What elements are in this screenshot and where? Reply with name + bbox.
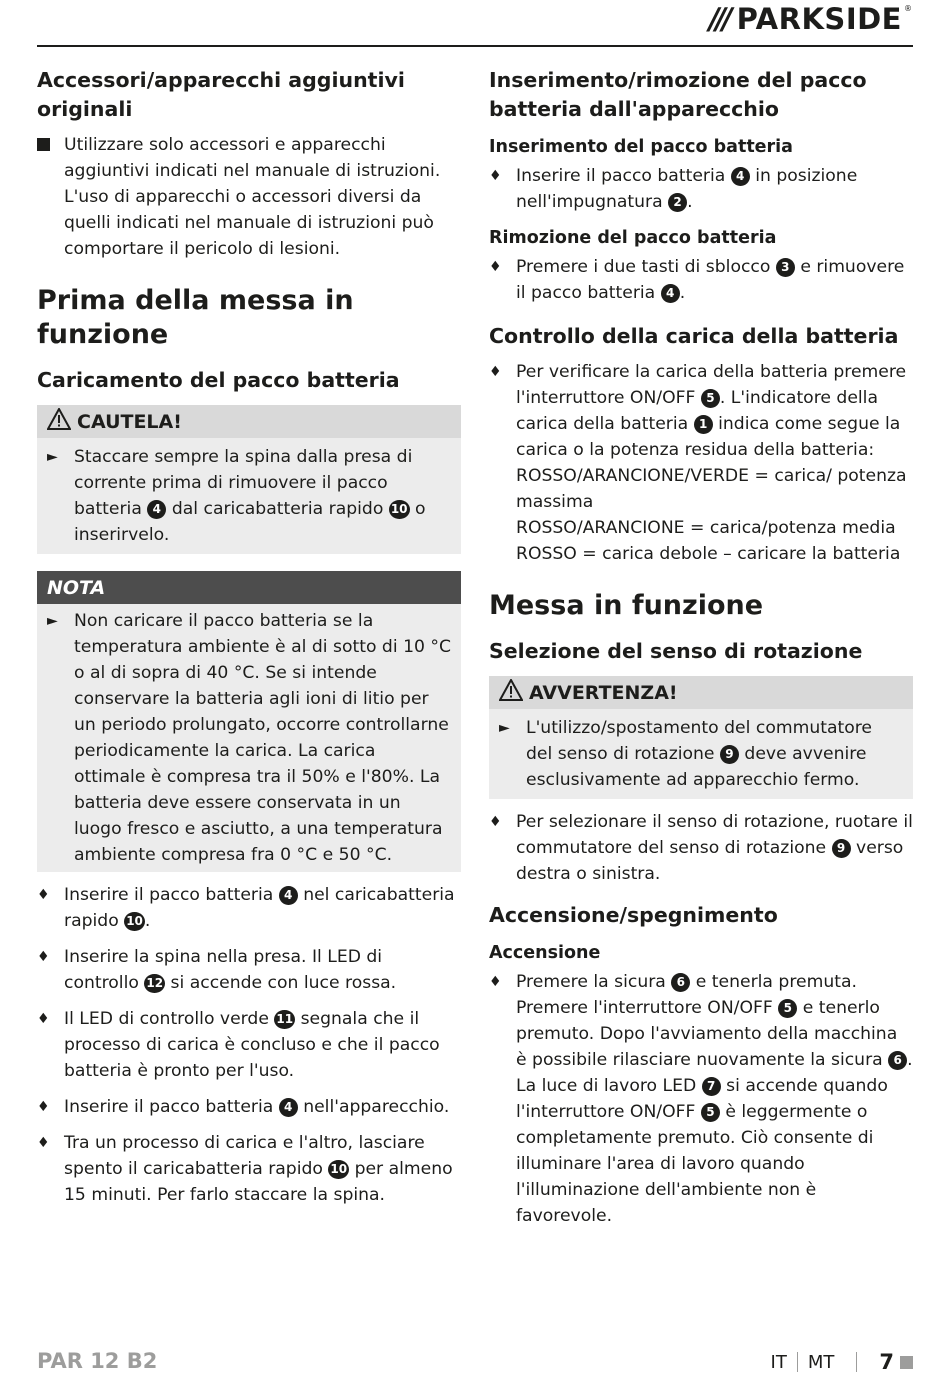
component-number-badge: 5 xyxy=(701,389,720,408)
accessori-warning: L'uso di apparecchi o accessori diversi da quelli indicati nel manuale di istruzioni può comportare il pericolo di lesioni. xyxy=(64,187,434,259)
subheading-inserimento: Inserimento del pacco batteria xyxy=(489,137,793,157)
component-number-badge: 6 xyxy=(888,1051,907,1070)
footer-separator xyxy=(856,1352,857,1372)
footer-separator xyxy=(797,1352,798,1372)
list-item: ♦ Inserire la spina nella presa. Il LED di controllo 12 si accende con luce rossa. xyxy=(37,944,461,996)
left-column xyxy=(37,66,461,1208)
diamond-bullet-icon: ♦ xyxy=(489,974,502,990)
charge-level-low: ROSSO = carica debole – caricare la batteria xyxy=(516,544,901,564)
cautela-box xyxy=(37,405,461,554)
logo-slashes: /// xyxy=(708,2,729,36)
page-square-icon xyxy=(900,1356,913,1369)
subheading-accensione: Accensione xyxy=(489,943,601,963)
avvertenza-body xyxy=(489,709,913,799)
nota-box xyxy=(37,571,461,872)
component-number-badge: 4 xyxy=(661,284,680,303)
page-number: 7 xyxy=(879,1350,894,1374)
nota-header: NOTA xyxy=(37,571,461,604)
list-item: ♦ Inserire il pacco batteria 4 nell'apparecchio. xyxy=(37,1094,461,1120)
list-item xyxy=(47,608,451,868)
list-item: ♦ Premere i due tasti di sblocco 3 e rimuovere il pacco batteria 4 . xyxy=(489,254,913,306)
component-number-badge: 2 xyxy=(668,193,687,212)
list-item: ♦ Per selezionare il senso di rotazione, ruotare il commutatore del senso di rotazione 9 verso destra o sinistra. xyxy=(489,809,913,887)
language-code: IT xyxy=(770,1351,787,1373)
component-number-badge: 4 xyxy=(731,167,750,186)
heading-accessori: Accessori/apparecchi aggiuntivi originali xyxy=(37,68,405,121)
charge-level-medium: ROSSO/ARANCIONE = carica/potenza media xyxy=(516,518,896,538)
heading-messa: Messa in funzione xyxy=(489,590,764,621)
heading-selezione: Selezione del senso di rotazione xyxy=(489,639,863,663)
arrow-bullet-icon: ► xyxy=(47,613,58,629)
diamond-bullet-icon: ♦ xyxy=(37,1099,50,1115)
list-item: ♦ Per verificare la carica della batteria premere l'interruttore ON/OFF 5 . L'indicatore della carica della batteria 1 indica come segue la carica o la potenza residua della batteria: ROSSO/ARANCIONE/VERDE = carica/ potenza massima ROSSO/ARANCIONE = carica/potenza media ROSSO = carica debole – caricare la batteria xyxy=(489,359,913,567)
header-divider xyxy=(37,45,913,47)
avvertenza-box xyxy=(489,676,913,799)
component-number-badge: 5 xyxy=(701,1103,720,1122)
heading-prima: Prima della messa in funzione xyxy=(37,285,354,350)
list-item: ♦ Inserire il pacco batteria 4 nel caricabatteria rapido 10 . xyxy=(37,882,461,934)
registered-mark: ® xyxy=(904,3,912,13)
list-item xyxy=(37,132,461,262)
diamond-bullet-icon: ♦ xyxy=(37,887,50,903)
diamond-bullet-icon: ♦ xyxy=(37,1011,50,1027)
component-number-badge: 10 xyxy=(124,912,145,931)
cautela-header xyxy=(37,405,461,438)
list-item xyxy=(47,444,451,548)
list-item: ♦ Inserire il pacco batteria 4 in posizione nell'impugnatura 2 . xyxy=(489,163,913,215)
arrow-bullet-icon: ► xyxy=(47,449,58,465)
heading-inserimento: Inserimento/rimozione del pacco batteria dall'apparecchio xyxy=(489,68,867,121)
language-code-2: MT xyxy=(807,1351,835,1373)
subheading-rimozione: Rimozione del pacco batteria xyxy=(489,228,777,248)
component-number-badge: 9 xyxy=(720,745,739,764)
model-number: PAR 12 B2 xyxy=(37,1349,158,1373)
component-number-badge: 7 xyxy=(702,1077,721,1096)
warning-triangle-icon xyxy=(47,408,71,435)
component-number-badge: 6 xyxy=(671,973,690,992)
list-item: ♦ Premere la sicura 6 e tenerla premuta. Premere l'interruttore ON/OFF 5 e tenerlo premuto. Dopo l'avviamento della macchina è possibile rilasciare nuovamente la sicura 6 . La luce di lavoro LED 7 si accende quando l'interruttore ON/OFF 5 è leggermente o completamente premuto. Ciò consente di illuminare l'area di lavoro quando l'illuminazione dell'ambiente non è favorevole. xyxy=(489,969,913,1229)
diamond-bullet-icon: ♦ xyxy=(489,259,502,275)
component-number-badge: 5 xyxy=(778,999,797,1018)
list-item: ♦ Il LED di controllo verde 11 segnala che il processo di carica è concluso e che il pacco batteria è pronto per l'uso. xyxy=(37,1006,461,1084)
diamond-bullet-icon: ♦ xyxy=(489,814,502,830)
nota-body xyxy=(37,604,461,872)
heading-accensione: Accensione/spegnimento xyxy=(489,903,778,927)
warning-triangle-icon xyxy=(499,679,523,706)
component-number-badge: 10 xyxy=(389,500,410,519)
heading-caricamento: Caricamento del pacco batteria xyxy=(37,368,400,392)
diamond-bullet-icon: ♦ xyxy=(37,1135,50,1151)
accessori-instruction: Utilizzare solo accessori e apparecchi aggiuntivi indicati nel manuale di istruzioni. xyxy=(64,135,441,181)
avvertenza-label: AVVERTENZA! xyxy=(529,681,678,704)
component-number-badge: 4 xyxy=(279,886,298,905)
cautela-body xyxy=(37,438,461,554)
component-number-badge: 4 xyxy=(279,1098,298,1117)
list-item: ♦ Tra un processo di carica e l'altro, lasciare spento il caricabatteria rapido 10 per almeno 15 minuti. Per farlo staccare la spina. xyxy=(37,1130,461,1208)
page-footer xyxy=(771,1350,913,1374)
cautela-text: Staccare sempre la spina dalla presa di corrente prima di rimuovere il pacco batteria 4 dal caricabatteria rapido 10 o inserirvelo. xyxy=(74,447,426,545)
right-column xyxy=(489,66,913,1229)
arrow-bullet-icon: ► xyxy=(499,720,510,736)
avvertenza-header xyxy=(489,676,913,709)
component-number-badge: 1 xyxy=(694,415,713,434)
heading-controllo: Controllo della carica della batteria xyxy=(489,324,899,348)
list-item: ► L'utilizzo/spostamento del commutatore del senso di rotazione 9 deve avvenire esclusivamente ad apparecchio fermo. xyxy=(499,715,903,793)
charge-level-full: ROSSO/ARANCIONE/VERDE = carica/ potenza massima xyxy=(516,466,907,512)
logo-text: PARKSIDE xyxy=(736,2,902,36)
component-number-badge: 11 xyxy=(274,1010,295,1029)
nota-text: Non caricare il pacco batteria se la temperatura ambiente è al di sotto di 10 °C o al di sopra di 40 °C. Se si intende conservare la batteria agli ioni di litio per un periodo prolungato, occorre controllarne periodicamente la carica. La carica ottimale è compresa tra il 50% e l'80%. La batteria deve essere conservata in un luogo fresco e asciutto, a una temperatura ambiente compresa fra 0 °C e 50 °C. xyxy=(74,611,452,865)
component-number-badge: 12 xyxy=(144,974,165,993)
cautela-label: CAUTELA! xyxy=(77,410,182,433)
component-number-badge: 3 xyxy=(776,258,795,277)
component-number-badge: 10 xyxy=(328,1160,349,1179)
diamond-bullet-icon: ♦ xyxy=(489,168,502,184)
component-number-badge: 9 xyxy=(832,839,851,858)
diamond-bullet-icon: ♦ xyxy=(37,949,50,965)
component-number-badge: 4 xyxy=(147,500,166,519)
brand-logo xyxy=(709,1,912,37)
diamond-bullet-icon: ♦ xyxy=(489,364,502,380)
square-bullet-icon xyxy=(37,132,64,160)
